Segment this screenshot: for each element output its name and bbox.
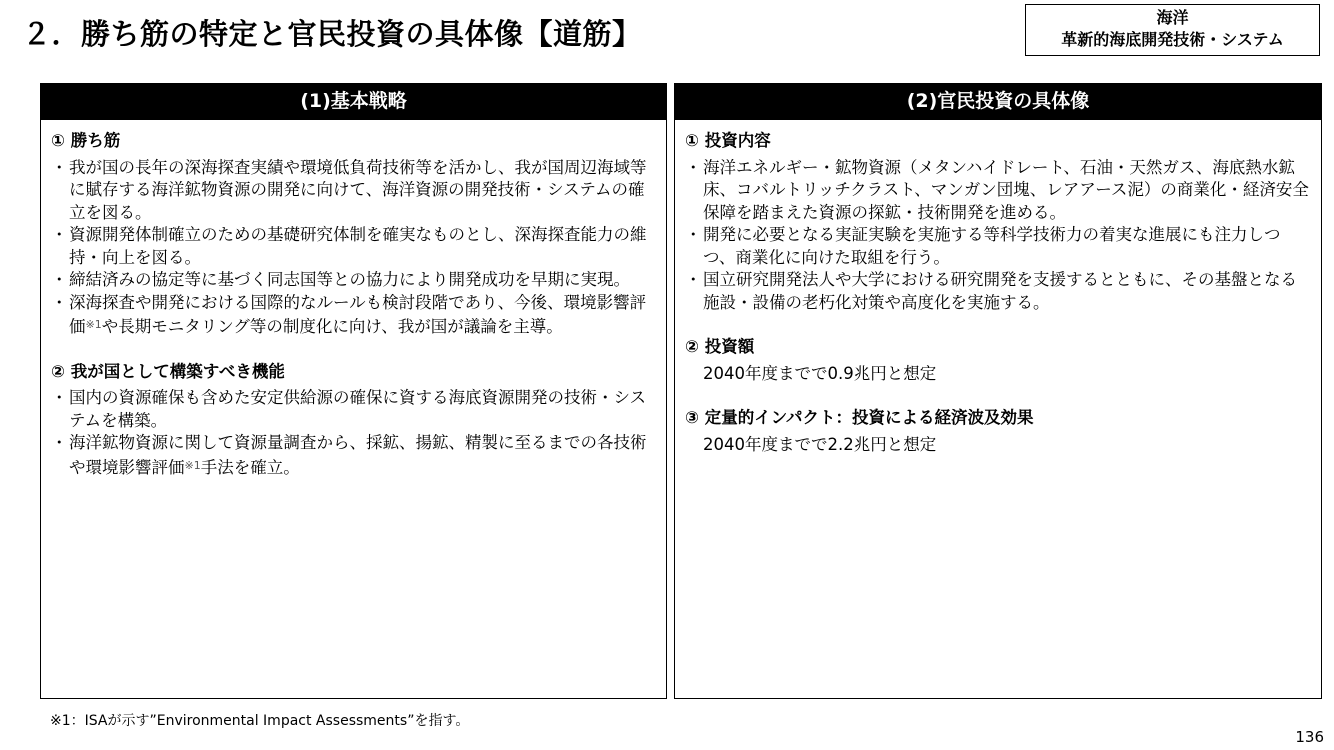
basic-strategy-panel: [40, 83, 667, 699]
investment-content-title: ① 投資内容: [685, 131, 771, 150]
list-item: ・ 締結済みの協定等に基づく同志国等との協力により開発成功を早期に実現。: [51, 269, 656, 292]
bullet-mark: ・: [51, 388, 68, 407]
list-item: ・ 海洋鉱物資源に関して資源量調査から、採鉱、揚鉱、精製に至るまでの各技術や環境影響評価$^{※1}$手法を確立。: [51, 433, 647, 477]
investment-content-list: [685, 157, 1311, 315]
bullet-mark: ・: [51, 270, 68, 289]
basic-strategy-heading: (1)基本戦略: [41, 84, 666, 120]
economic-impact-title: ③ 定量的インパクト：投資による経済波及効果: [685, 408, 1034, 427]
winning-path-list: [51, 157, 656, 339]
list-item: ・ 深海探査や開発における国際的なルールも検討段階であり、今後、環境影響評価$^{※1}$や長期モニタリング等の制度化に向け、我が国が議論を主導。: [51, 292, 647, 336]
bullet-mark: ・: [51, 157, 68, 177]
required-functions-title: ② 我が国として構築すべき機能: [51, 361, 285, 381]
list-item: ・ 我が国の長年の深海探査実績や環境低負荷技術等を活かし、我が国周辺海域等に賦存する海洋鉱物資源の開発に向けて、海洋資源の開発技術・システムの確立を図る。: [51, 157, 647, 222]
list-item: ・ 国立研究開発法人や大学における研究開発を支援するとともに、その基盤となる施設・設備の老朽化対策や高度化を実施する。: [685, 270, 1297, 312]
footnote: ※1：ISAが示す”Environmental Impact Assessments”を指す。: [50, 713, 470, 729]
investment-amount-title: ② 投資額: [685, 337, 755, 356]
bullet-mark: ・: [685, 270, 702, 289]
list-item: ・ 資源開発体制確立のための基礎研究体制を確実なものとし、深海探査能力の維持・向上を図る。: [51, 225, 647, 267]
economic-impact-value: 2040年度までで2.2兆円と想定: [703, 434, 937, 454]
list-item: ・ 開発に必要となる実証実験を実施する等科学技術力の着実な進展にも注力しつつ、商業化に向けた取組を行う。: [685, 225, 1281, 267]
investment-amount-value: 2040年度までで0.9兆円と想定: [703, 363, 937, 383]
required-functions-list: [51, 387, 656, 479]
bullet-mark: ・: [51, 292, 68, 312]
investment-body: [675, 120, 1321, 456]
bullet-mark: ・: [685, 225, 702, 244]
investment-heading: (2)官民投資の具体像: [675, 84, 1321, 120]
page-title: ２．勝ち筋の特定と官民投資の具体像【道筋】: [22, 17, 642, 51]
investment-panel: [674, 83, 1322, 699]
list-item: ・ 国内の資源確保も含めた安定供給源の確保に資する海底資源開発の技術・システムを構築。: [51, 388, 647, 430]
winning-path-title: ① 勝ち筋: [51, 131, 121, 150]
bullet-mark: ・: [685, 157, 702, 177]
footnote-reference: ※1: [184, 458, 201, 472]
list-item: ・ 海洋エネルギー・鉱物資源（メタンハイドレート、石油・天然ガス、海底熱水鉱床、コバルトリッチクラスト、マンガン団塊、レアアース泥）の商業化・経済安全保障を踏まえた資源の探鉱・技術開発を進める。: [685, 157, 1309, 222]
basic-strategy-body: [41, 120, 666, 479]
bullet-mark: ・: [51, 433, 68, 452]
category-tag-line2: 革新的海底開発技術・システム: [1061, 30, 1284, 49]
footnote-reference: ※1: [85, 318, 102, 331]
category-tag: [1025, 4, 1320, 56]
bullet-mark: ・: [51, 225, 68, 244]
category-tag-line1: 海洋: [1156, 8, 1189, 27]
page-number: 136: [1295, 728, 1324, 746]
